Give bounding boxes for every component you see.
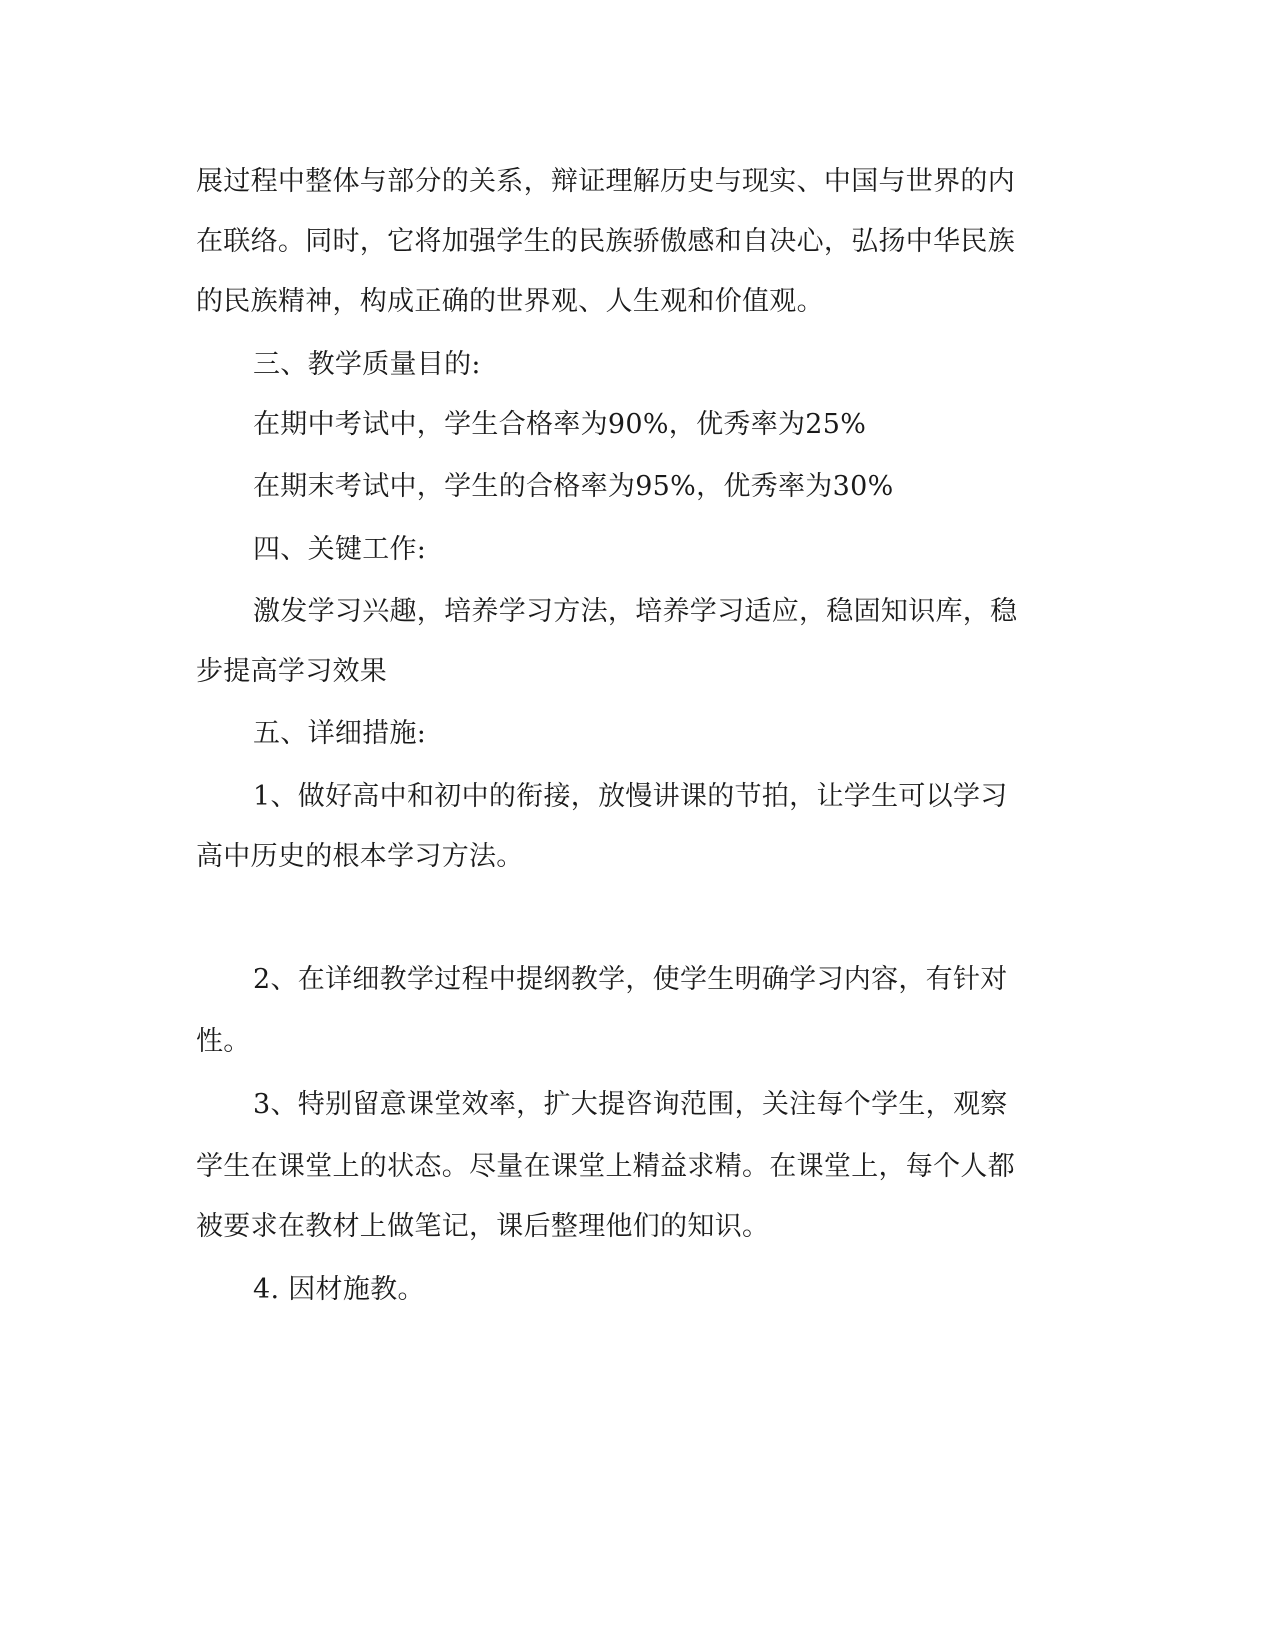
paragraph-line: 性。 xyxy=(196,1026,251,1057)
list-item-4: 4. 因材施教。 xyxy=(253,1274,425,1305)
list-item-2: 2、在详细教学过程中提纲教学，使学生明确学习内容，有针对 xyxy=(253,964,1008,995)
list-item-1: 1、做好高中和初中的衔接，放慢讲课的节拍，让学生可以学习 xyxy=(253,781,1008,812)
paragraph-line: 的民族精神，构成正确的世界观、人生观和价值观。 xyxy=(196,286,824,317)
paragraph-line: 高中历史的根本学习方法。 xyxy=(196,841,524,872)
paragraph-line: 在联络。同时，它将加强学生的民族骄傲感和自决心，弘扬中华民族 xyxy=(196,226,1015,257)
paragraph-line: 在期末考试中，学生的合格率为95%，优秀率为30% xyxy=(253,471,894,502)
paragraph-line: 激发学习兴趣，培养学习方法，培养学习适应，稳固知识库，稳 xyxy=(253,596,1018,627)
paragraph-line: 被要求在教材上做笔记，课后整理他们的知识。 xyxy=(196,1211,770,1242)
section-heading-4: 四、关键工作: xyxy=(253,534,427,565)
paragraph-line: 在期中考试中，学生合格率为90%，优秀率为25% xyxy=(253,409,867,440)
section-heading-3: 三、教学质量目的: xyxy=(253,349,481,380)
paragraph-line: 步提高学习效果 xyxy=(196,656,388,687)
list-item-3: 3、特别留意课堂效率，扩大提咨询范围，关注每个学生，观察 xyxy=(253,1089,1008,1120)
paragraph-line: 展过程中整体与部分的关系，辩证理解历史与现实、中国与世界的内 xyxy=(196,166,1015,197)
paragraph-line: 学生在课堂上的状态。尽量在课堂上精益求精。在课堂上，每个人都 xyxy=(196,1151,1015,1182)
section-heading-5: 五、详细措施: xyxy=(253,718,427,749)
